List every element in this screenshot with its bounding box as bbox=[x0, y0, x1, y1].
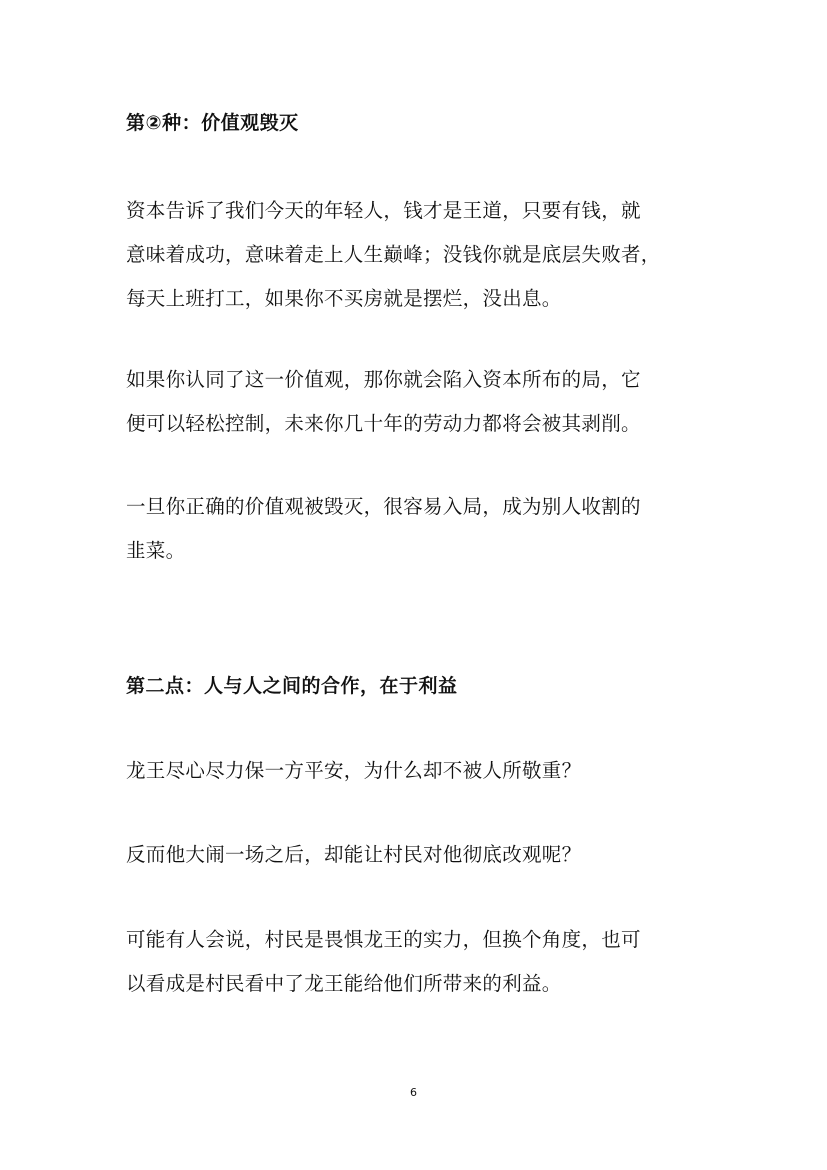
paragraph-capital-money bbox=[126, 189, 716, 321]
text-line: 意味着成功，意味着走上人生巅峰；没钱你就是底层失败者， bbox=[126, 243, 661, 266]
text-line: 便可以轻松控制，未来你几十年的劳动力都将会被其剥削。 bbox=[126, 412, 641, 435]
paragraph-benefit-view bbox=[126, 918, 716, 1006]
text-line: 龙王尽心尽力保一方平安，为什么却不被人所敬重？ bbox=[126, 759, 582, 782]
text-line: 韭菜。 bbox=[126, 539, 186, 562]
section-heading-cooperation-interest: 第二点：人与人之间的合作，在于利益 bbox=[126, 675, 458, 697]
paragraph-dragon-king-question bbox=[126, 749, 716, 793]
paragraph-accept-values bbox=[126, 358, 716, 446]
text-line: 如果你认同了这一价值观，那你就会陷入资本所布的局，它 bbox=[126, 368, 641, 391]
paragraph-values-destroyed bbox=[126, 485, 716, 573]
section-heading-value-destruction: 第②种：价值观毁灭 bbox=[126, 112, 299, 134]
text-line: 以看成是村民看中了龙王能给他们所带来的利益。 bbox=[126, 972, 562, 995]
text-line: 资本告诉了我们今天的年轻人，钱才是王道，只要有钱，就 bbox=[126, 199, 641, 222]
text-line: 反而他大闹一场之后，却能让村民对他彻底改观呢？ bbox=[126, 843, 582, 866]
paragraph-villagers-change bbox=[126, 833, 716, 877]
text-line: 一旦你正确的价值观被毁灭，很容易入局，成为别人收割的 bbox=[126, 495, 641, 518]
page-number: 6 bbox=[410, 1086, 417, 1099]
text-line: 可能有人会说，村民是畏惧龙王的实力，但换个角度，也可 bbox=[126, 928, 641, 951]
text-line: 每天上班打工，如果你不买房就是摆烂，没出息。 bbox=[126, 287, 562, 310]
